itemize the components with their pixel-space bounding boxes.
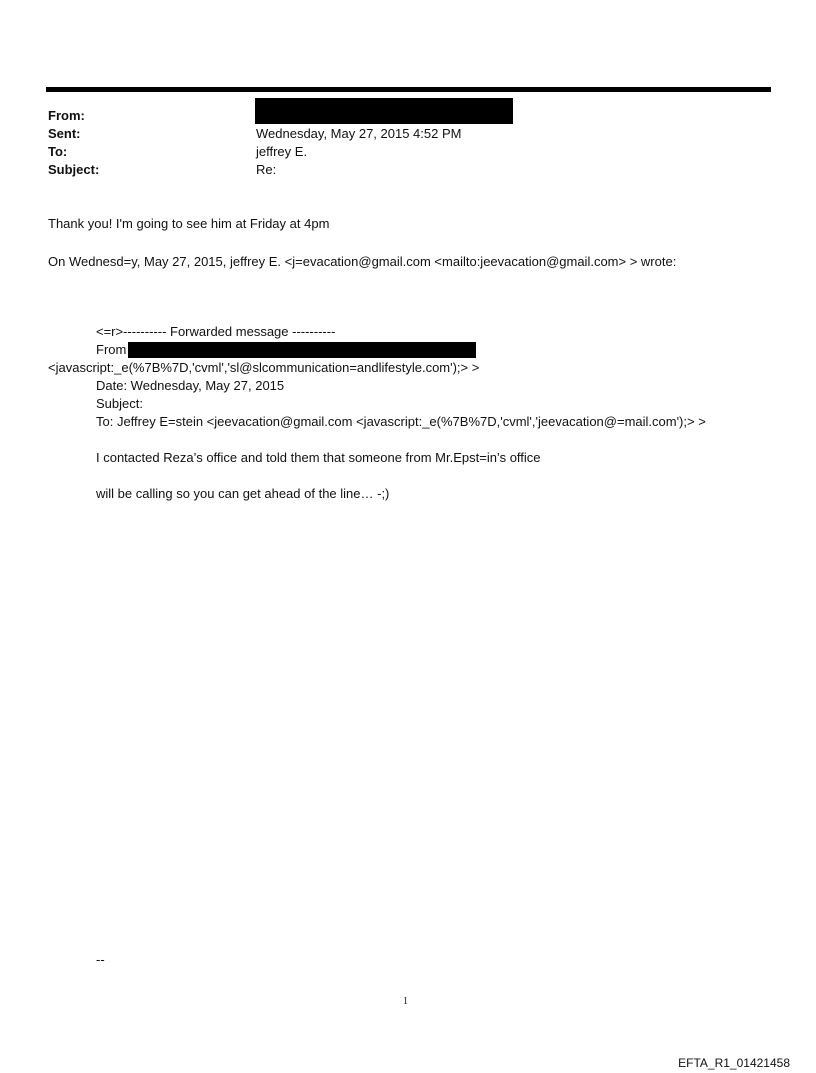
subject-value: Re: (256, 162, 277, 177)
subject-label: Subject: (48, 162, 100, 177)
sent-value: Wednesday, May 27, 2015 4:52 PM (256, 126, 462, 141)
sent-label: Sent: (48, 126, 81, 141)
from-label: From: (48, 108, 85, 123)
forwarded-from-continuation: <javascript:_e(%7B%7D,'cvml','sl@slcommunication=andlifestyle.com');> > (48, 360, 480, 375)
to-value: jeffrey E. (256, 144, 308, 159)
forwarded-to: To: Jeffrey E=stein <jeevacation@gmail.com <javascript:_e(%7B%7D,'cvml','jeevacation@=mail.com');> > (96, 414, 706, 429)
document-id: EFTA_R1_01421458 (678, 1056, 790, 1070)
forwarded-from-redaction (128, 342, 476, 358)
forwarded-date: Date: Wednesday, May 27, 2015 (96, 378, 285, 393)
forwarded-from-label: From (96, 342, 127, 357)
signature-dash: -- (96, 952, 105, 967)
header-rule (46, 87, 771, 92)
message-line-2: will be calling so you can get ahead of the line… -;) (96, 486, 390, 501)
quote-intro: On Wednesd=y, May 27, 2015, jeffrey E. <j=evacation@gmail.com <mailto:jeevacation@gmail.com> > wrote: (48, 254, 677, 269)
forwarded-subject: Subject: (96, 396, 143, 411)
page-number: 1 (403, 996, 408, 1007)
forwarded-banner: <=r>---------- Forwarded message ---------- (96, 324, 336, 339)
from-redaction (255, 98, 513, 124)
to-label: To: (48, 144, 68, 159)
message-line-1: I contacted Reza’s office and told them that someone from Mr.Epst=in’s office (96, 450, 541, 465)
reply-text: Thank you! I'm going to see him at Friday at 4pm (48, 216, 330, 231)
